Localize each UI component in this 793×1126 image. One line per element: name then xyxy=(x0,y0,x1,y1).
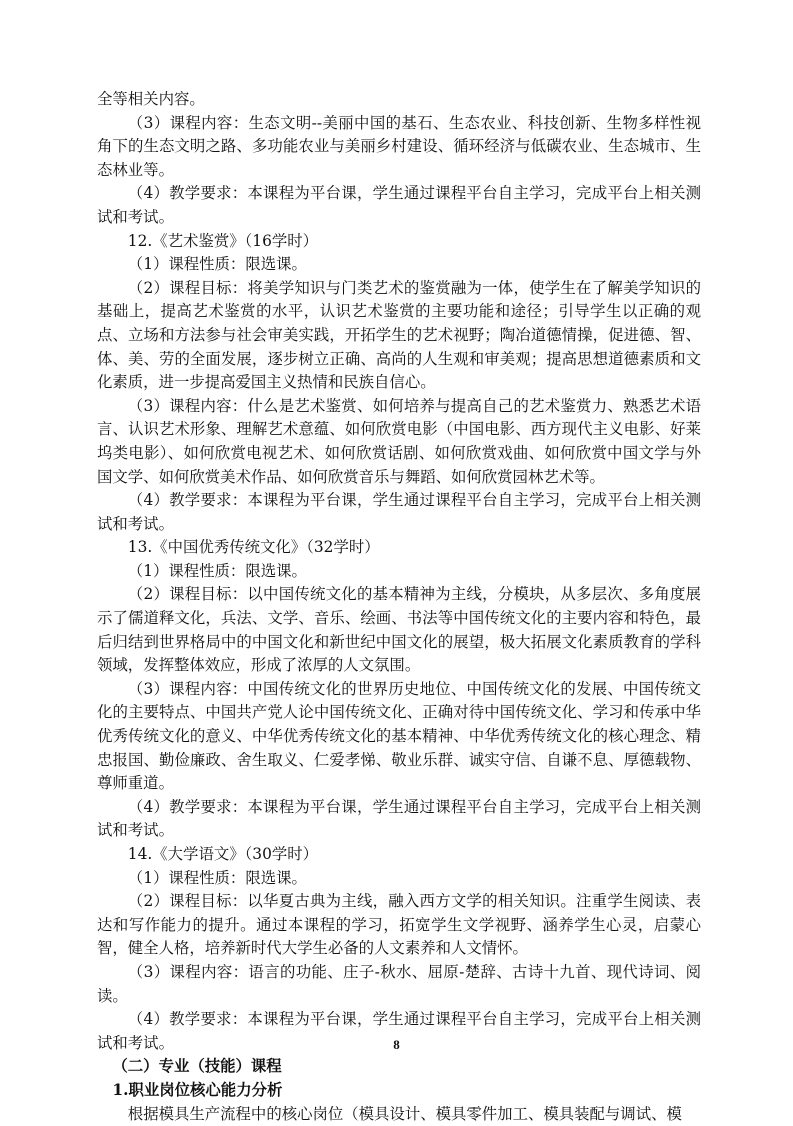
subsection-heading: 1.职业岗位核心能力分析 xyxy=(112,1080,283,1099)
paragraph: （1）课程性质：限选课。 xyxy=(127,561,307,580)
paragraph: （3）课程内容：什么是艺术鉴赏、如何培养与提高自己的艺术鉴赏力、熟悉艺术语言、认识艺术形象、理解艺术意蕴、如何欣赏电影（中国电影、西方现代主义电影、好莱坞类电影）、如何欣赏电视艺术、如何欣赏话剧、如何欣赏戏曲、如何欣赏中国文学与外国文学、如何欣赏美术作品、如何欣赏音乐与舞蹈、如何欣赏园林艺术等。 xyxy=(97,396,701,486)
course-title: 14.《大学语文》（30学时） xyxy=(127,845,319,863)
paragraph: 全等相关内容。 xyxy=(97,90,205,108)
course-title: 13.《中国优秀传统文化》（32学时） xyxy=(127,538,380,557)
page-number: 8 xyxy=(393,1037,400,1052)
section-heading: （二）专业（技能）课程 xyxy=(112,1057,282,1076)
paragraph: （4）教学要求：本课程为平台课，学生通过课程平台自主学习，完成平台上相关测试和考试。 xyxy=(97,797,701,840)
paragraph: （4）教学要求：本课程为平台课，学生通过课程平台自主学习，完成平台上相关测试和考试。 xyxy=(97,1010,701,1052)
paragraph: （3）课程内容：中国传统文化的世界历史地位、中国传统文化的发展、中国传统文化的主要特点、中国共产党人论中国传统文化、正确对待中国传统文化、学习和传承中华优秀传统文化的意义、中华优秀传统文化的基本精神、中华优秀传统文化的核心理念、精忠报国、勤俭廉政、舍生取义、仁爱孝悌、敬业乐群、诚实守信、自谦不息、厚德载物、尊师重道。 xyxy=(97,679,701,793)
paragraph: （1）课程性质：限选课。 xyxy=(127,255,307,274)
page-body xyxy=(97,88,701,1126)
paragraph: （4）教学要求：本课程为平台课，学生通过课程平台自主学习，完成平台上相关测试和考试。 xyxy=(97,184,701,226)
paragraph: （2）课程目标：以中国传统文化的基本精神为主线，分模块，从多层次、多角度展示了儒道释文化，兵法、文学、音乐、绘画、书法等中国传统文化的主要内容和特色，最后归结到世界格局中的中国文化和新世纪中国文化的展望，极大拓展文化素质教育的学科领域，发挥整体效应，形成了浓厚的人文氛围。 xyxy=(97,585,701,675)
paragraph: （3）课程内容：生态文明--美丽中国的基石、生态农业、科技创新、生物多样性视角下的生态文明之路、多功能农业与美丽乡村建设、循环经济与低碳农业、生态城市、生态林业等。 xyxy=(97,113,701,179)
paragraph: （1）课程性质：限选课。 xyxy=(127,868,307,887)
paragraph: （2）课程目标：将美学知识与门类艺术的鉴赏融为一体，使学生在了解美学知识的基础上，提高艺术鉴赏的水平，认识艺术鉴赏的主要功能和途径；引导学生以正确的观点、立场和方法参与社会审美实践，开拓学生的艺术视野；陶冶道德情操，促进德、智、体、美、劳的全面发展，逐步树立正确、高尚的人生观和审美观；提高思想道德素质和文化素质，进一步提高爱国主义热情和民族自信心。 xyxy=(97,278,701,392)
paragraph: （3）课程内容：语言的功能、庄子-秋水、屈原-楚辞、古诗十九首、现代诗词、阅读。 xyxy=(97,962,701,1005)
course-title: 12.《艺术鉴赏》（16学时） xyxy=(127,231,319,250)
paragraph: （4）教学要求：本课程为平台课，学生通过课程平台自主学习，完成平台上相关测试和考试。 xyxy=(97,491,701,533)
paragraph: （2）课程目标：以华夏古典为主线，融入西方文学的相关知识。注重学生阅读、表达和写作能力的提升。通过本课程的学习，拓宽学生文学视野、涵养学生心灵，启蒙心智，健全人格，培养新时代大学生必备的人文素养和人文情怀。 xyxy=(97,892,701,958)
paragraph: 根据模具生产流程中的核心岗位（模具设计、模具零件加工、模具装配与调试、模 xyxy=(127,1104,682,1123)
